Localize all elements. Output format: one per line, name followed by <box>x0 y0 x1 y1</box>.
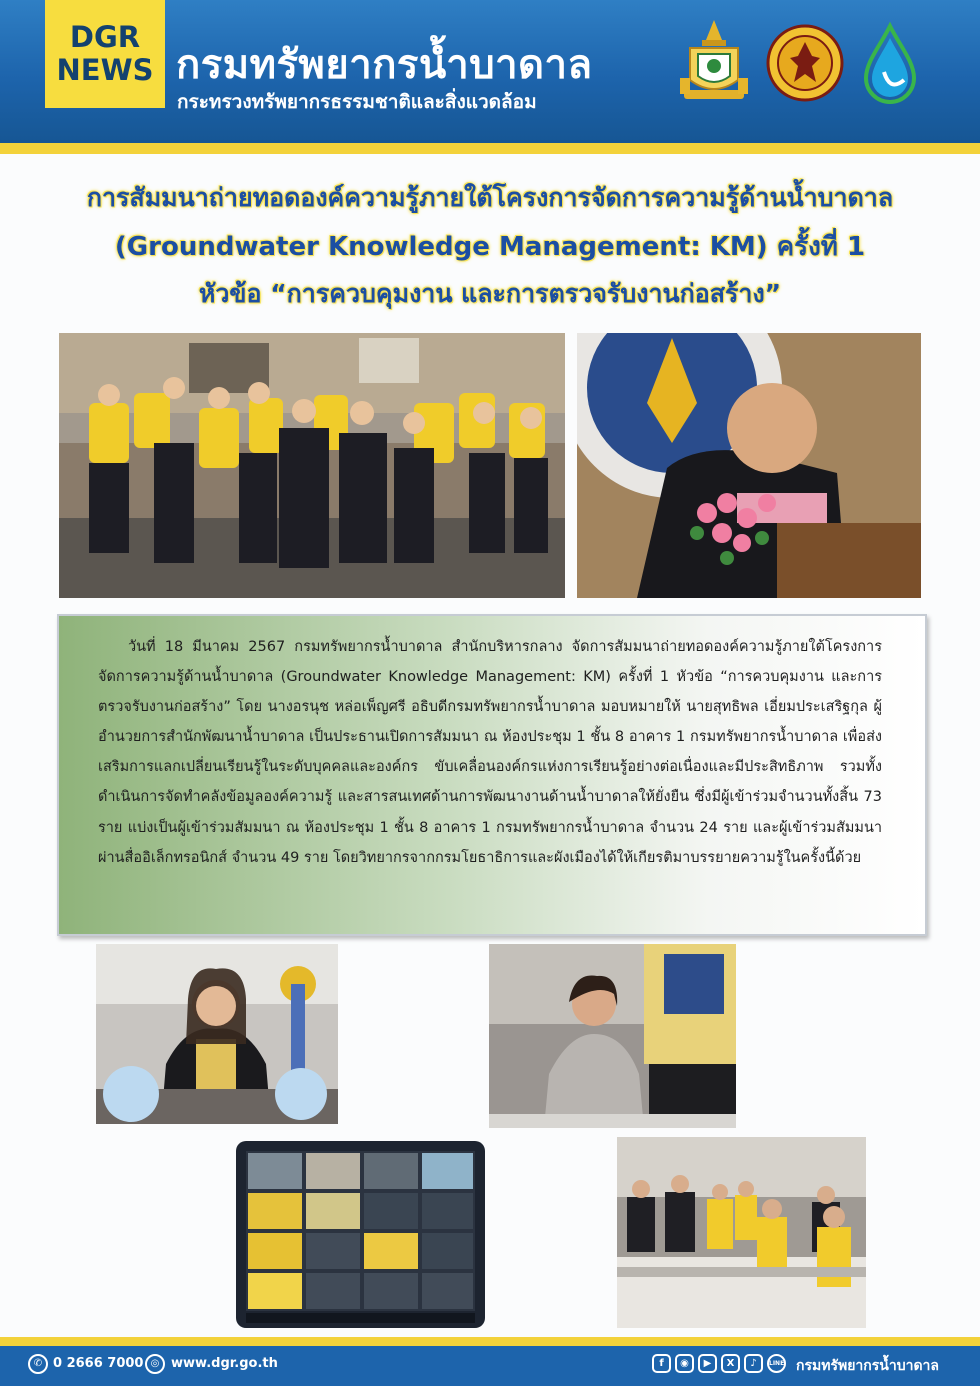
speaker-podium-photo <box>577 333 921 598</box>
line-icon[interactable]: LINE <box>767 1354 786 1373</box>
badge-bottom-text: NEWS <box>56 53 154 87</box>
header-accent-stripe <box>0 143 980 154</box>
badge-top-text: DGR <box>69 20 141 54</box>
globe-icon: ◎ <box>145 1354 165 1374</box>
dgr-seal-icon <box>766 22 844 104</box>
speaker-woman-photo <box>96 944 338 1124</box>
headline-line-3: หัวข้อ “การควบคุมงาน และการตรวจรับงานก่อสร้าง” <box>198 279 782 308</box>
audience-photo <box>617 1137 866 1328</box>
article-paragraph: วันที่ 18 มีนาคม 2567 กรมทรัพยากรน้ำบาดาล สำนักบริหารกลาง จัดการสัมมนาถ่ายทอดองค์ความรู้ภายใต้โครงการจัดการความรู้ด้านน้ำบาดาล (Groundwater Knowledge Management: KM) ครั้งที่ 1 หัวข้อ “การควบคุมงาน และการตรวจรับงานก่อสร้าง” โดย นางอรนุช หล่อเพ็ญศรี อธิบดีกรมทรัพยากรน้ำบาดาล มอบหมายให้ นายสุทธิพล เอี่ยมประเสริฐกุล ผู้อำนวยการสำนักพัฒนาน้ำบาดาล เป็นประธานเปิดการสัมมนา ณ ห้องประชุม 1 ชั้น 8 อาคาร 1 กรมทรัพยากรน้ำบาดาล เพื่อส่งเสริมการแลกเปลี่ยนเรียนรู้ในระดับบุคคลและองค์กร ขับเคลื่อนองค์กรแห่งการเรียนรู้อย่างต่อเนื่องและมีประสิทธิภาพ รวมทั้งดำเนินการจัดทำคลังข้อมูลองค์ความรู้ และสารสนเทศด้านการพัฒนางานด้านน้ำบาดาลให้ยั่งยืน ซึ่งมีผู้เข้าร่วมจำนวนทั้งสิ้น 73 ราย แบ่งเป็นผู้เข้าร่วมสัมมนา ณ ห้องประชุม 1 ชั้น 8 อาคาร 1 กรมทรัพยากรน้ำบาดาล จำนวน 24 ราย และผู้เข้าร่วมสัมมนาผ่านสื่ออิเล็กทรอนิกส์ จำนวน 49 ราย โดยวิทยากรจากกรมโยธาธิการและผังเมืองได้ให้เกียรติมาบรรยายความรู้ในครั้งนี้ด้วย <box>98 639 882 866</box>
ministry-emblem-icon <box>676 18 752 108</box>
instagram-icon[interactable]: ◉ <box>675 1354 694 1373</box>
footer-org-name: กรมทรัพยากรน้ำบาดาล <box>796 1358 939 1374</box>
dgr-news-badge <box>45 0 165 108</box>
x-icon[interactable]: X <box>721 1354 740 1373</box>
phone-number[interactable]: 0 2666 7000 <box>53 1356 144 1371</box>
tiktok-icon[interactable]: ♪ <box>744 1354 763 1373</box>
org-name: กรมทรัพยากรน้ำบาดาล <box>176 42 593 88</box>
group-photo <box>59 333 565 598</box>
ministry-name: กระทรวงทรัพยากรธรรมชาติและสิ่งแวดล้อม <box>177 91 537 113</box>
online-meeting-screen-photo <box>236 1141 485 1328</box>
headline-line-2: (Groundwater Knowledge Management: KM) ครั้งที่ 1 <box>114 232 866 262</box>
footer-accent-stripe <box>0 1337 980 1346</box>
website-link[interactable]: www.dgr.go.th <box>171 1356 278 1371</box>
facebook-icon[interactable]: f <box>652 1354 671 1373</box>
phone-icon: ✆ <box>28 1354 48 1374</box>
youtube-icon[interactable]: ▶ <box>698 1354 717 1373</box>
moderator-laptop-photo <box>489 944 736 1128</box>
headline-line-1: การสัมมนาถ่ายทอดองค์ความรู้ภายใต้โครงการจัดการความรู้ด้านน้ำบาดาล <box>86 183 894 212</box>
water-drop-icon <box>860 22 920 108</box>
